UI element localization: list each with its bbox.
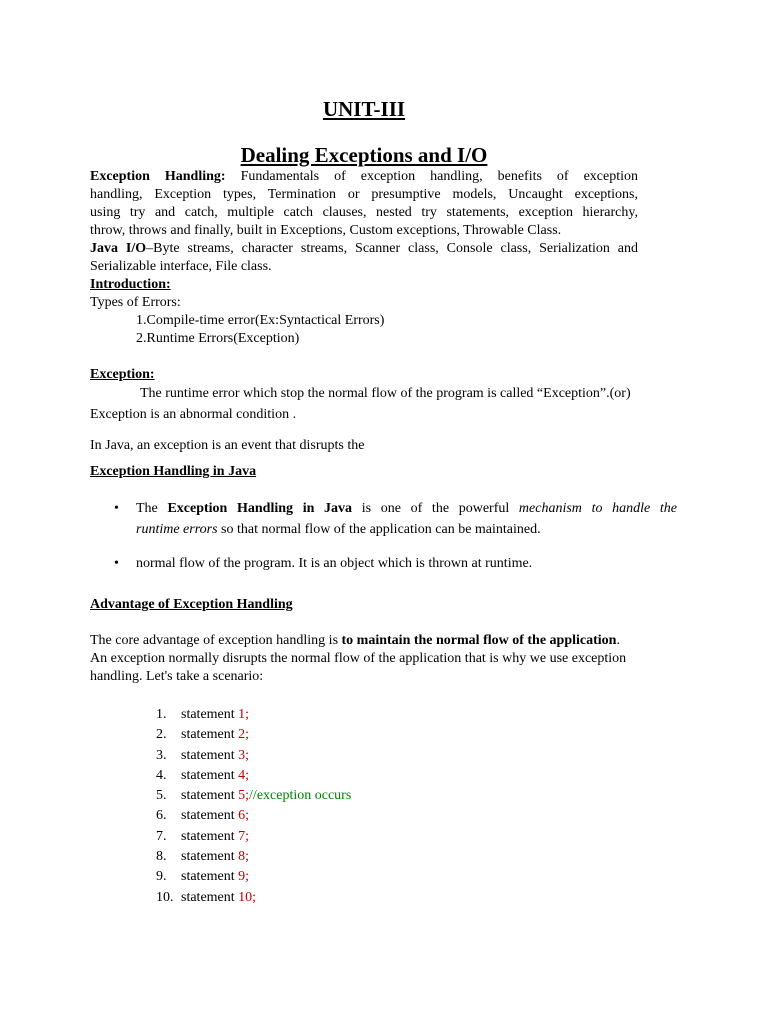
introduction-section (90, 276, 638, 348)
advantage-bold-text: to maintain the normal flow of the application (341, 633, 617, 648)
bullet-italic-text: mechanism to handle the (518, 501, 678, 516)
advantage-line-3: handling. Let's take a scenario: (90, 669, 264, 684)
bullet-icon: • (114, 501, 119, 516)
list-number: 8. (156, 849, 167, 865)
syllabus-line-1 (90, 168, 638, 186)
java-event-text: In Java, an exception is an event that disrupts the (90, 438, 365, 453)
syllabus-line-2: handling, Exception types, Termination or presumptive models, Uncaught exceptions, (90, 187, 638, 202)
statement-number: 10; (238, 889, 257, 905)
exception-heading: Exception: (90, 367, 155, 382)
statement-row (156, 806, 351, 826)
bullet-line-1 (136, 498, 677, 519)
statement-number: 1; (238, 707, 250, 722)
statement-number: 6; (238, 808, 250, 824)
statement-number: 9; (238, 869, 250, 885)
advantage-text: The core advantage of exception handling is (90, 633, 342, 648)
statement-list (156, 705, 351, 908)
bullet-list (90, 498, 677, 574)
exception-definition-line-1: The runtime error which stop the normal flow of the program is called “Exception”.(or) (140, 386, 631, 401)
statement-row (156, 725, 351, 745)
list-number: 7. (156, 828, 167, 844)
bullet-line-2 (136, 519, 677, 540)
error-type-item: 1.Compile-time error(Ex:Syntactical Errors) (136, 313, 385, 328)
statement-row (156, 705, 351, 725)
list-item (90, 553, 677, 574)
list-number: 10. (156, 889, 174, 905)
bullet-text: The (136, 501, 168, 516)
list-item (90, 498, 677, 540)
java-io-label: Java I/O (90, 241, 147, 256)
advantage-text: . (616, 633, 620, 648)
list-number: 2. (156, 727, 167, 743)
statement-row (156, 746, 351, 766)
statement-number: 2; (238, 727, 250, 743)
bullet-italic-text: runtime errors (136, 522, 218, 537)
syllabus-text: Fundamentals of exception handling, benefits of exception (225, 169, 638, 184)
exception-definition-line-2: Exception is an abnormal condition . (90, 407, 297, 422)
statement-number: 8; (238, 849, 250, 865)
bullet-text: is one of the powerful (352, 501, 519, 516)
advantage-heading: Advantage of Exception Handling (90, 597, 293, 612)
list-number: 3. (156, 747, 167, 763)
statement-text: statement (181, 808, 239, 824)
statement-row (156, 867, 351, 887)
statement-row (156, 827, 351, 847)
statement-text: statement (181, 828, 239, 844)
list-number: 6. (156, 808, 167, 824)
statement-number: 5; (238, 788, 250, 804)
advantage-line-2: An exception normally disrupts the normal flow of the application that is why we use exception (90, 651, 627, 666)
statement-text: statement (181, 889, 239, 905)
statement-text: statement (181, 747, 239, 763)
list-number: 4. (156, 767, 167, 783)
statement-comment: //exception occurs (249, 788, 352, 804)
list-number: 1. (156, 707, 167, 722)
statement-text: statement (181, 727, 239, 743)
types-of-errors-label: Types of Errors: (90, 295, 181, 310)
statement-number: 4; (238, 767, 250, 783)
syllabus-line-3: using try and catch, multiple catch clauses, nested try statements, exception hierarchy, (90, 205, 638, 220)
statement-text: statement (181, 707, 239, 722)
advantage-line-1 (90, 632, 670, 650)
statement-row (156, 888, 351, 908)
advantage-paragraph (90, 632, 670, 686)
exception-handling-in-java-heading: Exception Handling in Java (90, 464, 257, 479)
bullet-text: normal flow of the program. It is an object which is thrown at runtime. (136, 556, 533, 571)
statement-row (156, 766, 351, 786)
main-title: Dealing Exceptions and I/O (240, 143, 488, 167)
exception-section (90, 366, 638, 426)
unit-title: UNIT-III (322, 97, 406, 121)
statement-text: statement (181, 767, 239, 783)
syllabus-line-4: throw, throws and finally, built in Exceptions, Custom exceptions, Throwable Class. (90, 223, 562, 238)
syllabus-block (90, 168, 638, 276)
java-io-text: –Byte streams, character streams, Scanner class, Console class, Serialization and (146, 241, 638, 256)
statement-text: statement (181, 788, 239, 804)
statement-number: 3; (238, 747, 250, 763)
list-number: 5. (156, 788, 167, 804)
list-number: 9. (156, 869, 167, 885)
bullet-text: so that normal flow of the application can be maintained. (217, 522, 541, 537)
java-io-line-1 (90, 240, 638, 258)
statement-number: 7; (238, 828, 250, 844)
java-io-line-2: Serializable interface, File class. (90, 259, 272, 274)
statement-row (156, 786, 351, 806)
bullet-icon: • (114, 556, 119, 571)
statement-text: statement (181, 849, 239, 865)
statement-row (156, 847, 351, 867)
bullet-bold-text: Exception Handling in Java (167, 501, 353, 516)
exception-handling-label: Exception Handling: (90, 169, 226, 184)
error-type-item: 2.Runtime Errors(Exception) (136, 331, 300, 346)
introduction-heading: Introduction: (90, 277, 171, 292)
statement-text: statement (181, 869, 239, 885)
